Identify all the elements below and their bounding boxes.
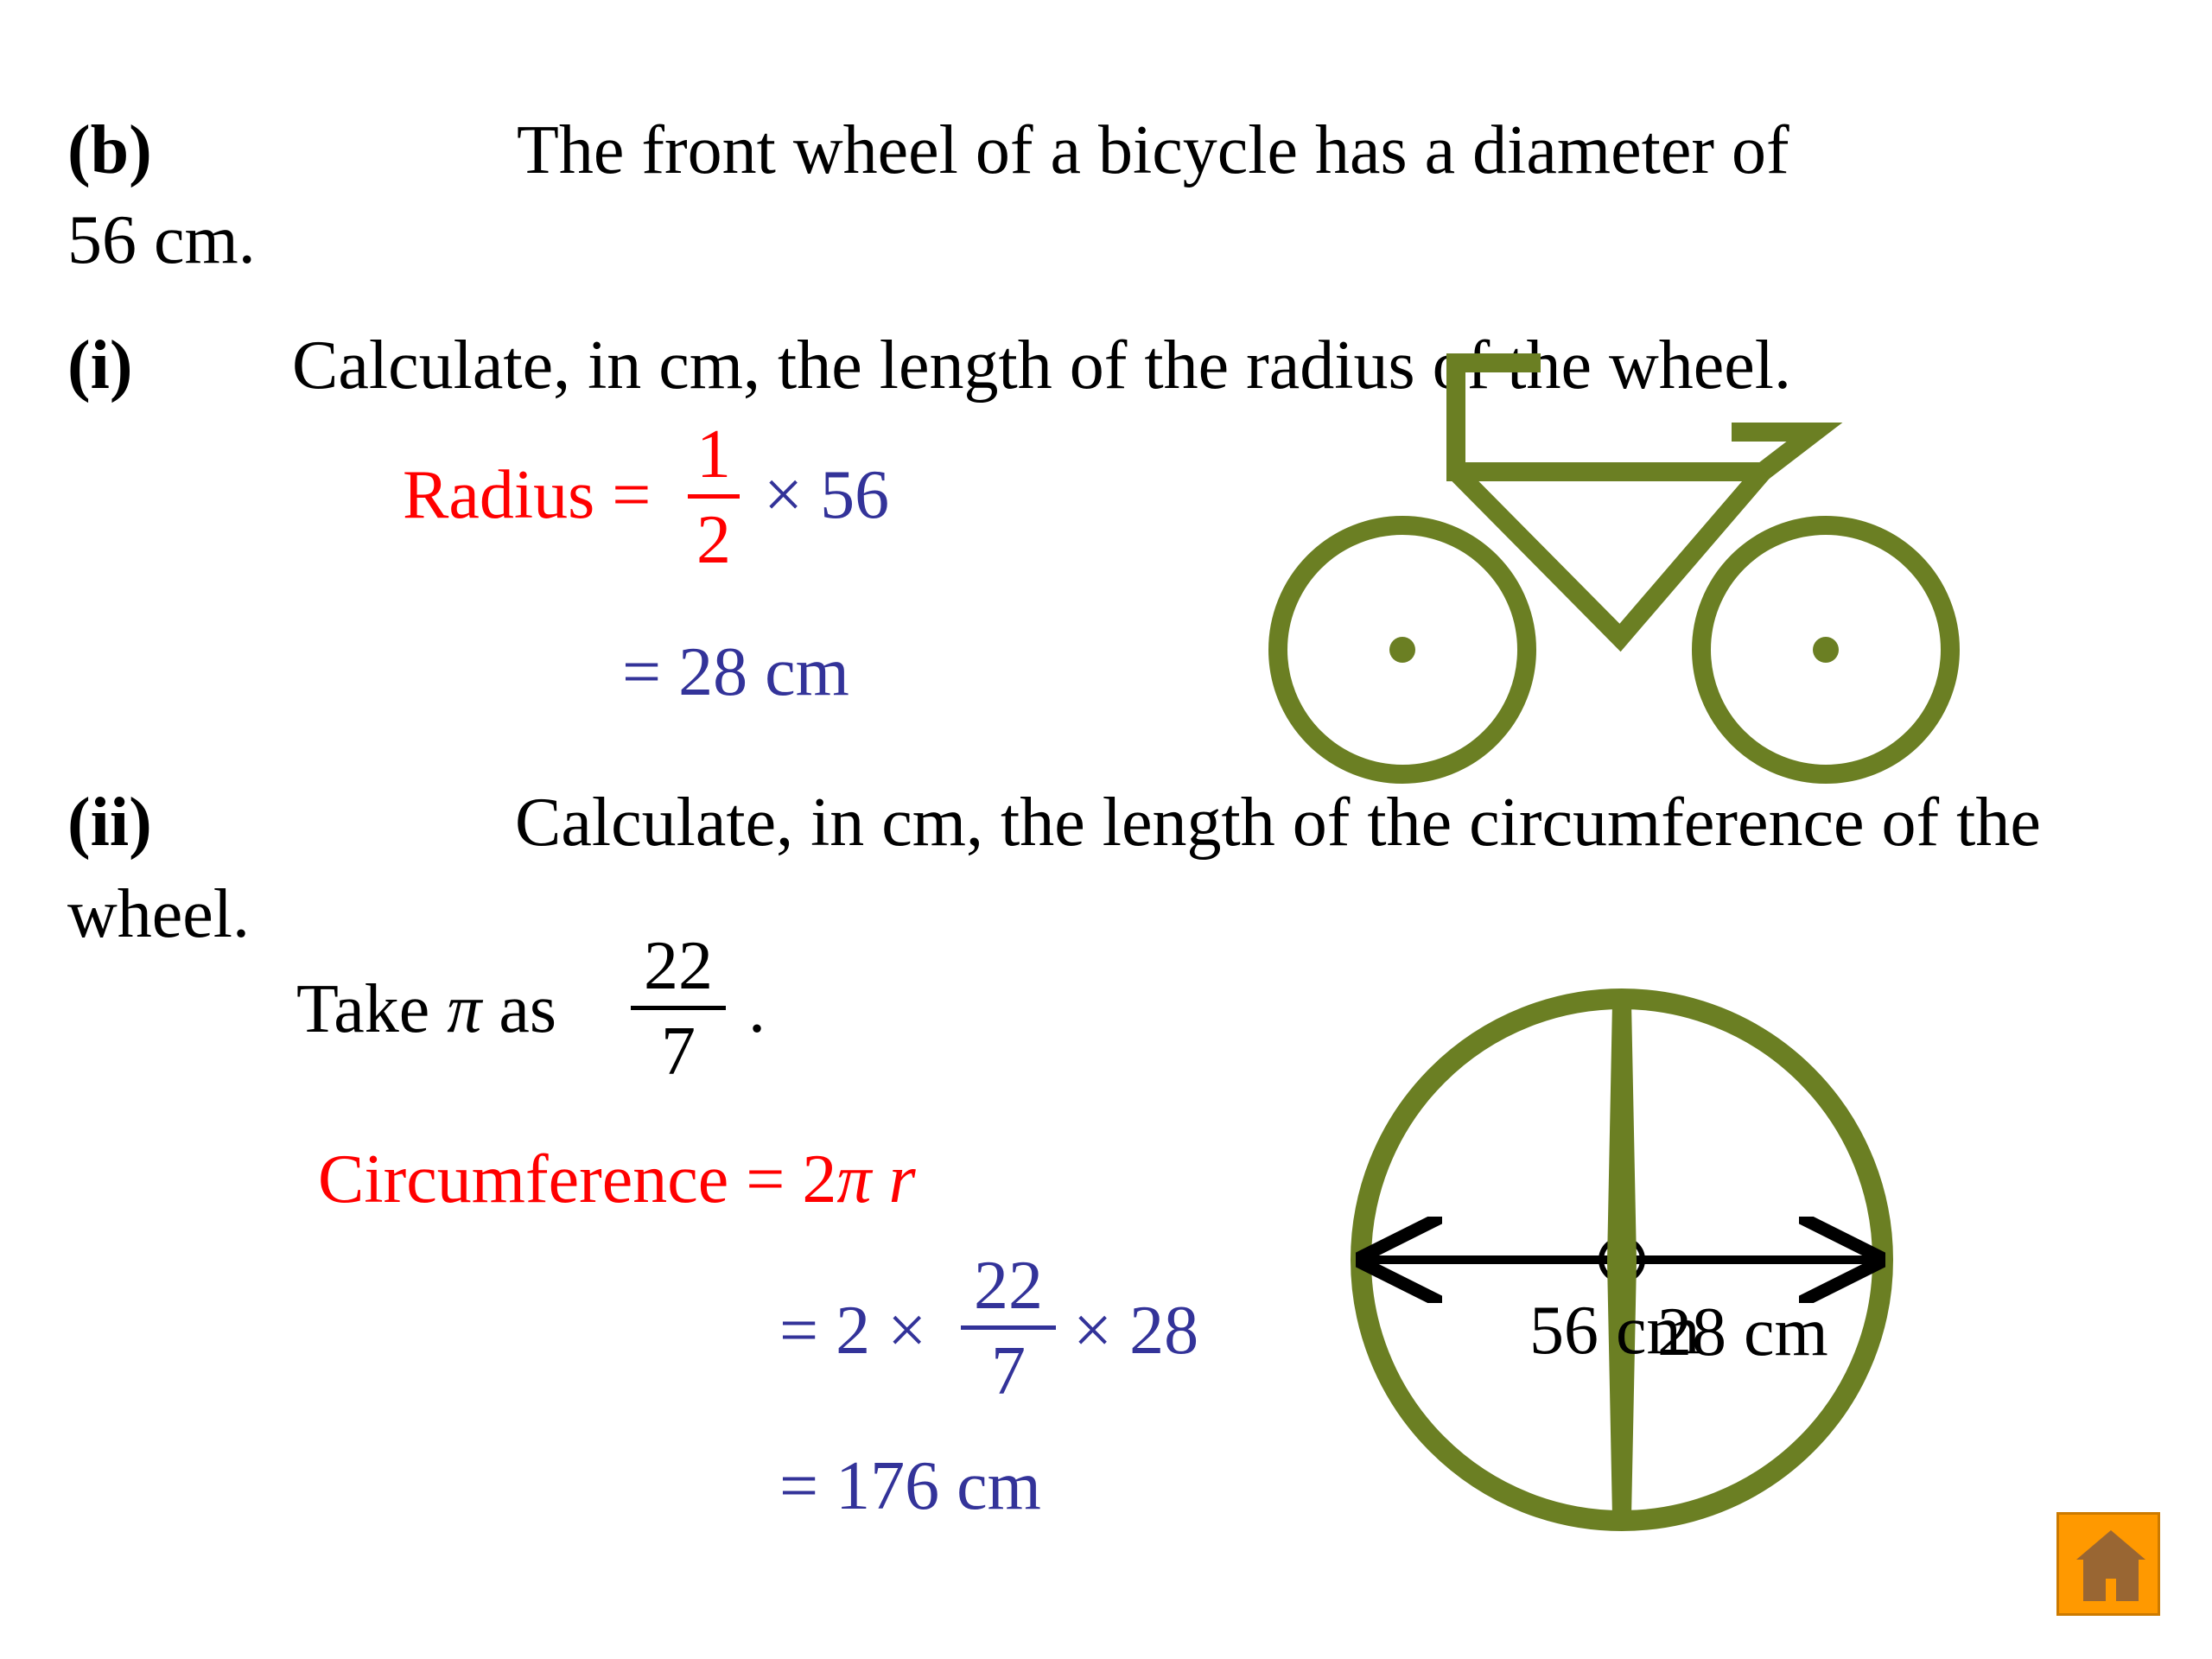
as-text: as: [499, 971, 557, 1047]
pi-denominator: 7: [661, 1014, 696, 1090]
circ-step2-suffix: × 28: [1073, 1293, 1199, 1369]
circ-pi-symbol: π: [836, 1141, 872, 1217]
pi-symbol: π: [447, 971, 482, 1047]
circumference-result: = 176 cm: [779, 1448, 1041, 1524]
radius-result: = 28 cm: [622, 634, 849, 710]
half-denominator: 2: [696, 502, 731, 578]
circ-r-symbol: r: [888, 1141, 916, 1217]
circ-step2-denominator: 7: [991, 1333, 1026, 1409]
pi-numerator: 22: [644, 928, 713, 1004]
times-56: × 56: [764, 457, 890, 533]
part-ii-label: (ii): [67, 785, 152, 861]
take-text: Take: [296, 971, 430, 1047]
home-button[interactable]: [2056, 1512, 2160, 1616]
circ-step2-prefix: = 2 ×: [779, 1293, 927, 1369]
wheel-spoke: [1607, 1002, 1637, 1517]
pi-period: .: [748, 971, 766, 1047]
part-i-label: (i): [67, 327, 133, 404]
radius-label: Radius =: [403, 457, 652, 533]
home-icon: [2059, 1515, 2163, 1618]
circ-step2-numerator: 22: [974, 1248, 1043, 1324]
diameter-label: 56 cm: [1529, 1293, 1700, 1369]
part-b-label: (b): [67, 112, 152, 188]
circumference-label: Circumference = 2: [318, 1141, 837, 1217]
part-ii-question-line1: Calculate, in cm, the length of the circumference of the: [515, 785, 2041, 861]
part-ii-question-line2: wheel.: [67, 876, 251, 952]
half-numerator: 1: [696, 416, 731, 493]
part-b-intro-line2: 56 cm.: [67, 202, 256, 278]
radius-diagram-label: 28 cm: [1657, 1294, 1828, 1370]
part-i-question: Calculate, in cm, the length of the radius of the wheel.: [292, 327, 1791, 404]
part-b-intro-line1: The front wheel of a bicycle has a diameter of: [517, 112, 1789, 188]
